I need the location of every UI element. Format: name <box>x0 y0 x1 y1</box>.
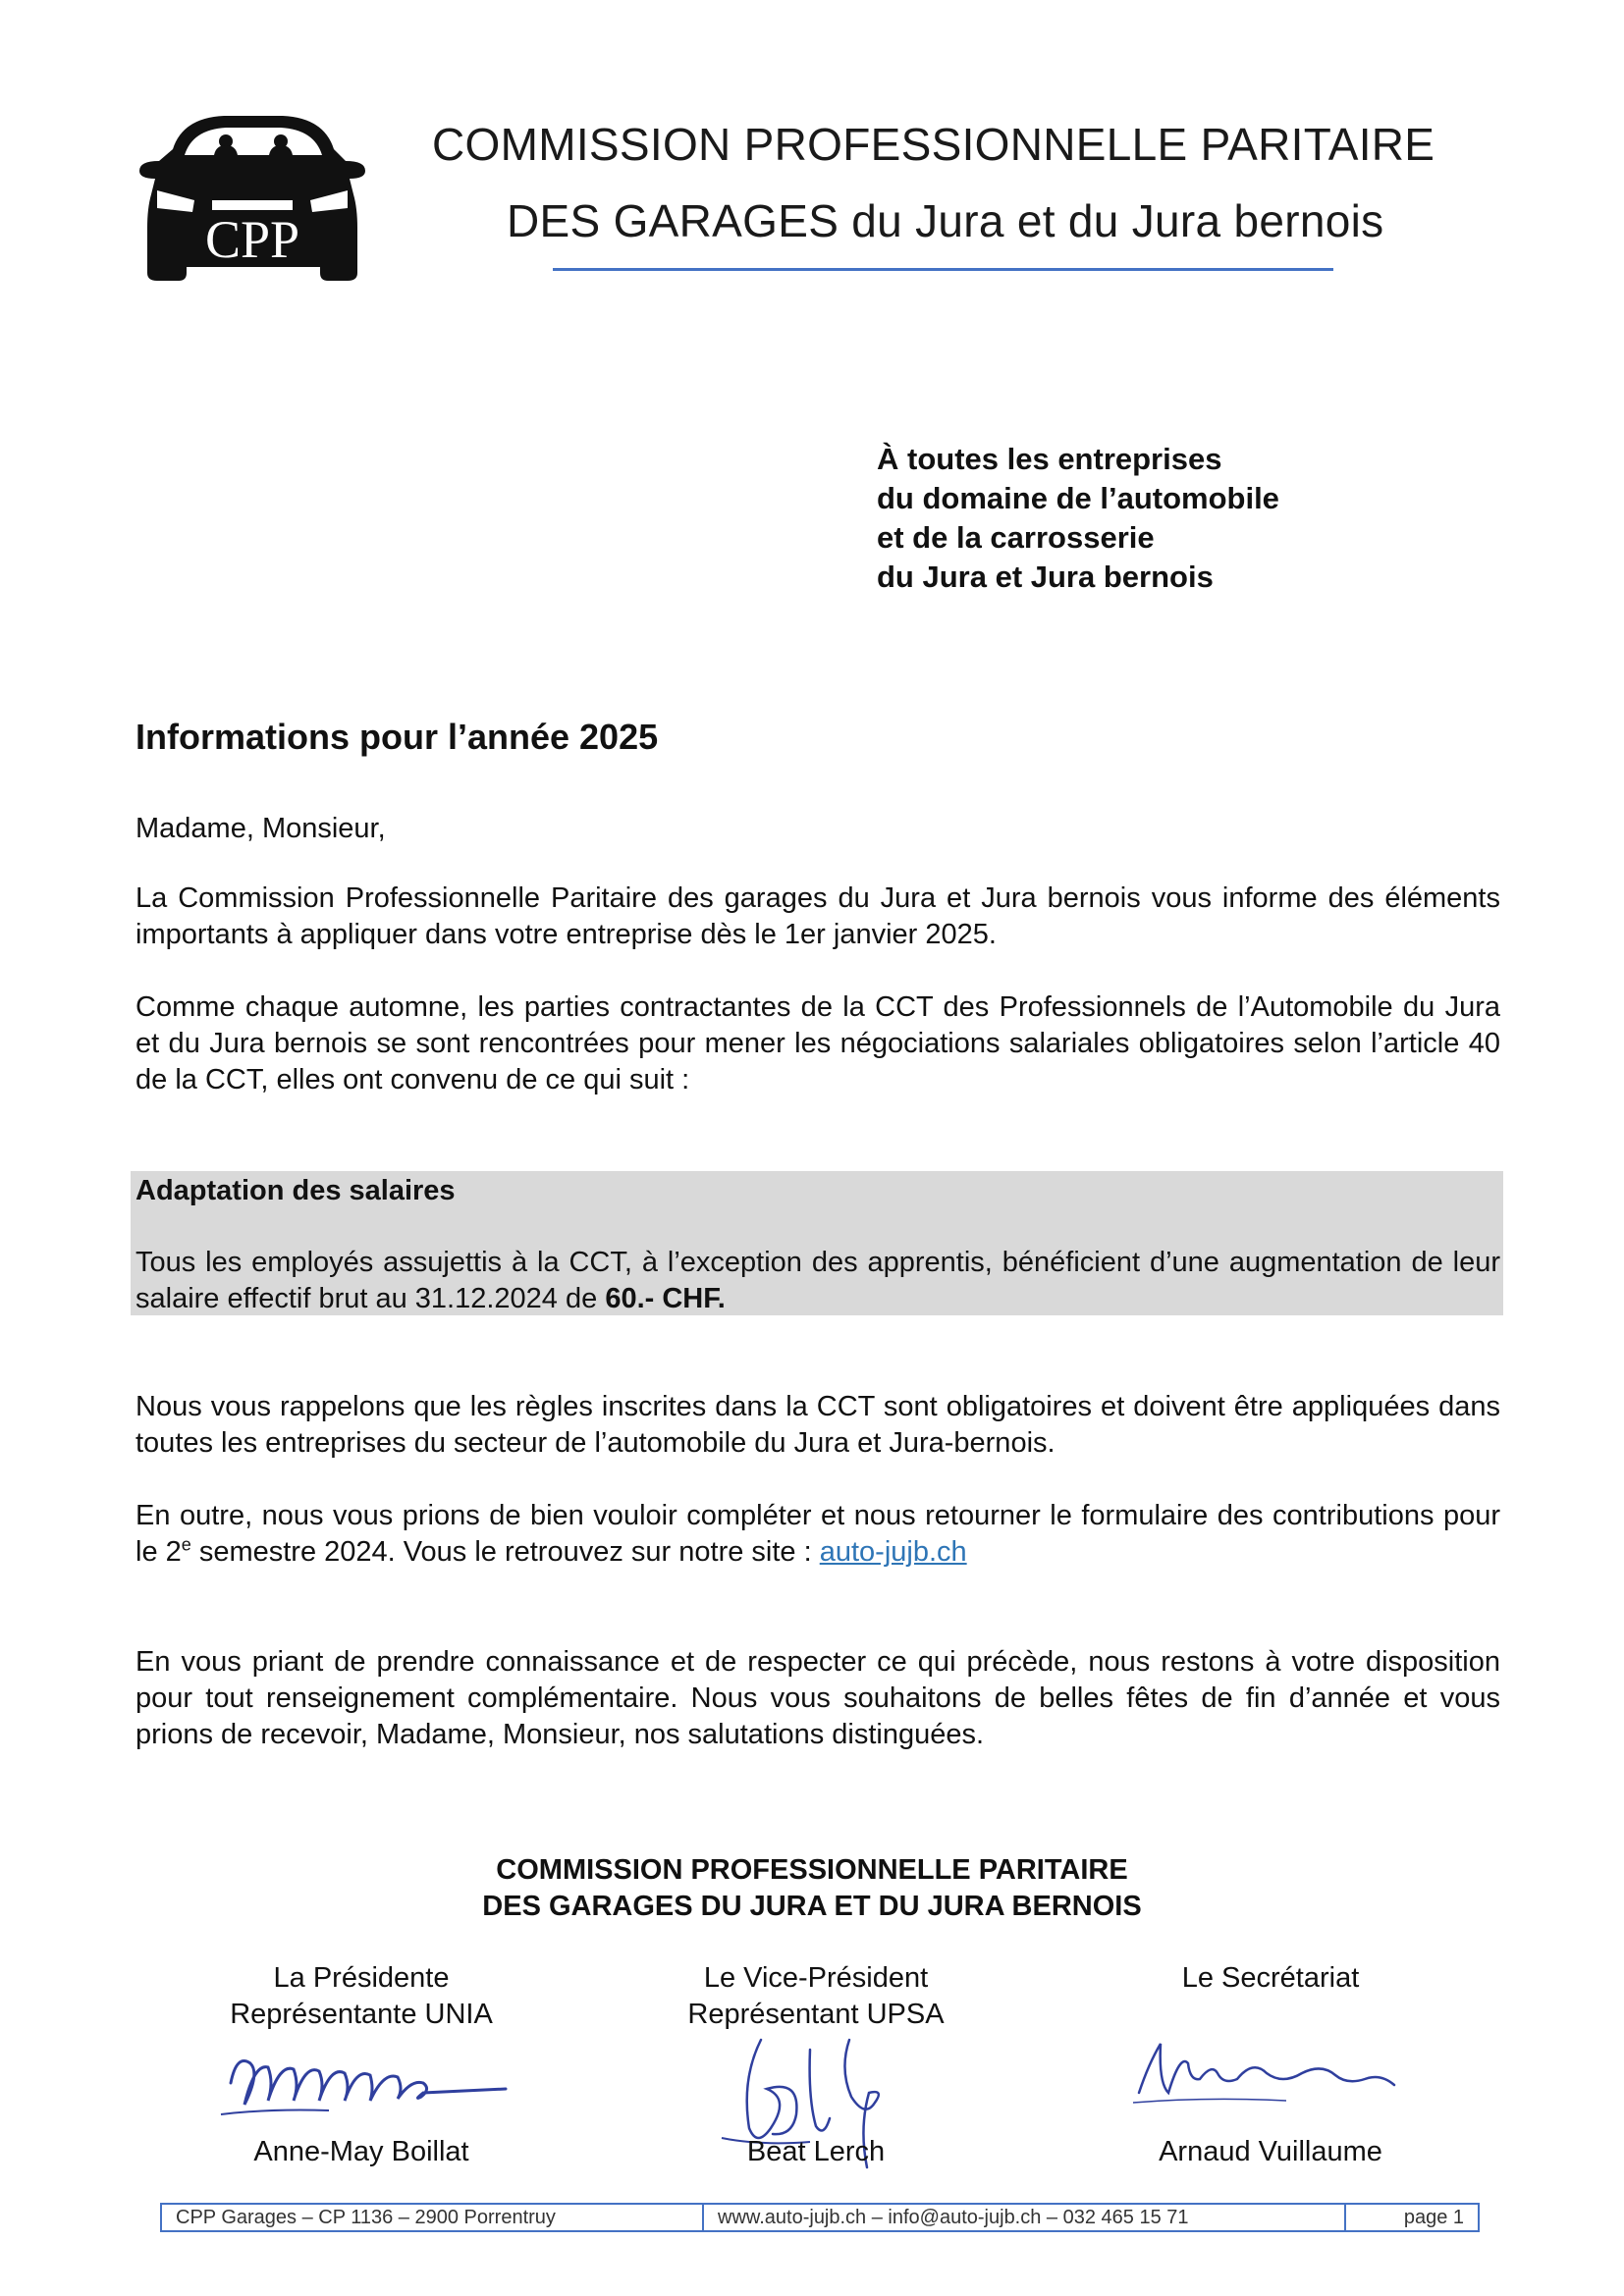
role-title: Le Vice-Président <box>703 1962 929 1994</box>
signatory-role-secretariat <box>1045 1960 1496 1997</box>
signatory-name-vice-president: Beat Lerch <box>746 2136 886 2167</box>
p4-text-start: En outre, nous vous prions de bien vouloir compléter et nous retourner le formulaire des contributions pour le 2 <box>135 1500 1500 1568</box>
recipient-line: du Jura et Jura bernois <box>877 560 1214 594</box>
paragraph-rules-reminder: Nous vous rappelons que les règles inscrites dans la CCT sont obligatoires et doivent être appliquées dans toutes les entreprises du secteur de l’automobile du Jura et Jura-bernois. <box>135 1391 1500 1459</box>
header-title-line2: DES GARAGES du Jura et du Jura bernois <box>507 195 1384 246</box>
logo-text: CPP <box>204 210 300 269</box>
footer-address: CPP Garages – CP 1136 – 2900 Porrentruy <box>176 2207 556 2228</box>
recipient-line: du domaine de l’automobile <box>877 481 1279 515</box>
salary-adaptation-text <box>135 1245 1500 1317</box>
ordinal-suffix: e <box>181 1534 191 1555</box>
signature-vuillaume <box>1129 2024 1404 2117</box>
signature-org-line1: COMMISSION PROFESSIONNELLE PARITAIRE <box>496 1854 1128 1886</box>
footer-contact-cell <box>700 2205 1505 2230</box>
footer-page-number: page 1 <box>1403 2207 1464 2228</box>
footer-contact: www.auto-jujb.ch – info@auto-jujb.ch – 032 465 15 71 <box>718 2207 1189 2228</box>
salary-adaptation-title: Adaptation des salaires <box>135 1175 456 1206</box>
signature-org-line2: DES GARAGES DU JURA ET DU JURA BERNOIS <box>482 1891 1142 1922</box>
paragraph-closing: En vous priant de prendre connaissance et de respecter ce qui précède, nous restons à votre disposition pour tout renseignement complémentaire. Nous vous souhaitons de belles fêtes de fin d’année et vous prions de recevoir, Madame, Monsieur, nos salutations distinguées. <box>135 1646 1500 1750</box>
role-subtitle: Représentant UPSA <box>687 1999 945 2030</box>
page-footer <box>160 2203 1480 2232</box>
p4-text-middle: semestre 2024. Vous le retrouvez sur notre site : <box>190 1536 820 1568</box>
recipient-address <box>877 440 1279 597</box>
greeting: Madame, Monsieur, <box>135 813 386 844</box>
footer-divider <box>1344 2205 1346 2230</box>
header-divider <box>553 268 1333 271</box>
header-title-line1: COMMISSION PROFESSIONNELLE PARITAIRE <box>432 119 1435 170</box>
signature-boillat <box>211 2024 535 2132</box>
signatory-name-secretariat: Arnaud Vuillaume <box>1159 2136 1382 2167</box>
cpp-car-logo <box>135 110 369 283</box>
salary-adaptation-body: Tous les employés assujettis à la CCT, à l’exception des apprentis, bénéficient d’une augmentation de leur salaire effectif brut au 31.12.2024 de <box>135 1247 1500 1314</box>
role-title: Le Secrétariat <box>1181 1962 1360 1994</box>
paragraph-intro: La Commission Professionnelle Paritaire des garages du Jura et Jura bernois vous informe des éléments importants à appliquer dans votre entreprise dès le 1er janvier 2025. <box>135 882 1500 950</box>
signatory-role-president <box>135 1960 587 2033</box>
recipient-line: À toutes les entreprises <box>877 442 1222 476</box>
role-subtitle: Représentante UNIA <box>230 1999 493 2030</box>
role-title: La Présidente <box>273 1962 450 1994</box>
recipient-line: et de la carrosserie <box>877 520 1155 555</box>
paragraph-negotiations: Comme chaque automne, les parties contractantes de la CCT des Professionnels de l’Automobile du Jura et du Jura bernois se sont rencontrées pour mener les négociations salariales obligatoires selon l’article 40 de la CCT, elles ont convenu de ce qui suit : <box>135 991 1500 1095</box>
paragraph-contribution-form <box>135 1498 1500 1571</box>
website-link[interactable]: auto-jujb.ch <box>819 1536 967 1568</box>
salary-increase-amount: 60.- CHF. <box>605 1283 726 1314</box>
letter-subject: Informations pour l’année 2025 <box>135 717 659 757</box>
signatory-name-president: Anne-May Boillat <box>253 2136 469 2167</box>
